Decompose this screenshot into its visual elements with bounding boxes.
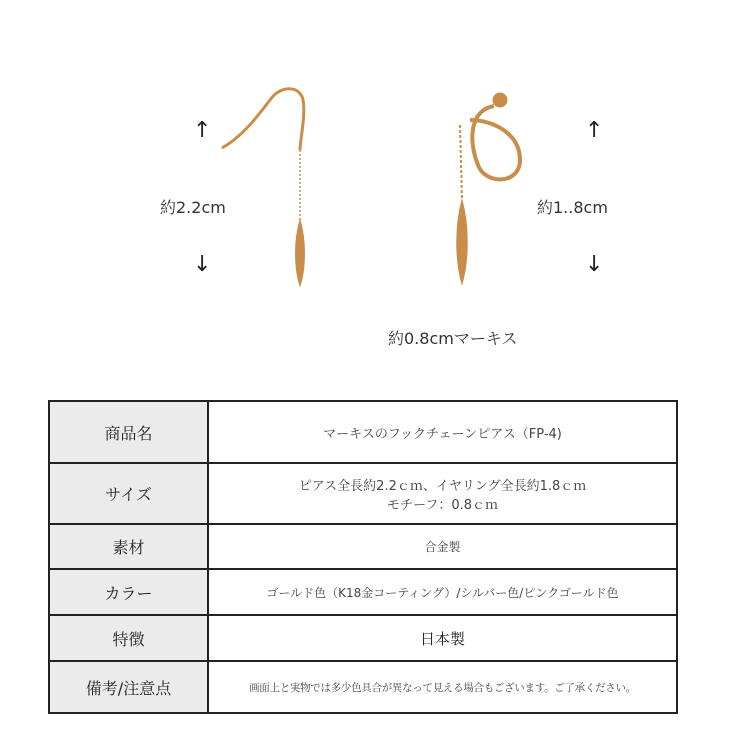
row-value: 合金製	[208, 524, 677, 569]
row-value: 画面上と実物では多少色具合が異なって見える場合もございます。ご了承ください。	[208, 661, 677, 713]
row-label: 特徴	[49, 615, 208, 661]
table-row	[49, 661, 677, 713]
table-row	[49, 569, 677, 615]
row-value: ゴールド色（K18金コーティング）/シルバー色/ピンクゴールド色	[208, 569, 677, 615]
arrow-up-icon: ↑	[193, 118, 212, 143]
table-row	[49, 463, 677, 524]
row-label: カラー	[49, 569, 208, 615]
row-value	[208, 463, 677, 524]
row-label: 備考/注意点	[49, 661, 208, 713]
arrow-down-icon: ↓	[585, 252, 604, 277]
piercing-hook-image	[222, 89, 305, 286]
motif-size-label: 約0.8cmマーキス	[388, 329, 518, 348]
size-line-2: モチーフ：0.8ｃｍ	[386, 497, 499, 513]
row-label: 商品名	[49, 401, 208, 463]
row-label: サイズ	[49, 463, 208, 524]
piercing-length-label: 約2.2cm	[160, 198, 226, 217]
row-value: 日本製	[208, 615, 677, 661]
row-label: 素材	[49, 524, 208, 569]
table-row	[49, 615, 677, 661]
table-row	[49, 524, 677, 569]
table-row	[49, 401, 677, 463]
earring-clip-image	[457, 93, 520, 284]
arrow-down-icon: ↓	[193, 252, 212, 277]
row-value: マーキスのフックチェーンピアス（FP-4)	[208, 401, 677, 463]
spec-table	[48, 400, 678, 714]
earring-length-label: 約1..8cm	[537, 198, 608, 217]
size-line-1: ピアス全長約2.2ｃｍ、イヤリング全長約1.8ｃｍ	[298, 478, 587, 494]
arrow-up-icon: ↑	[585, 118, 604, 143]
